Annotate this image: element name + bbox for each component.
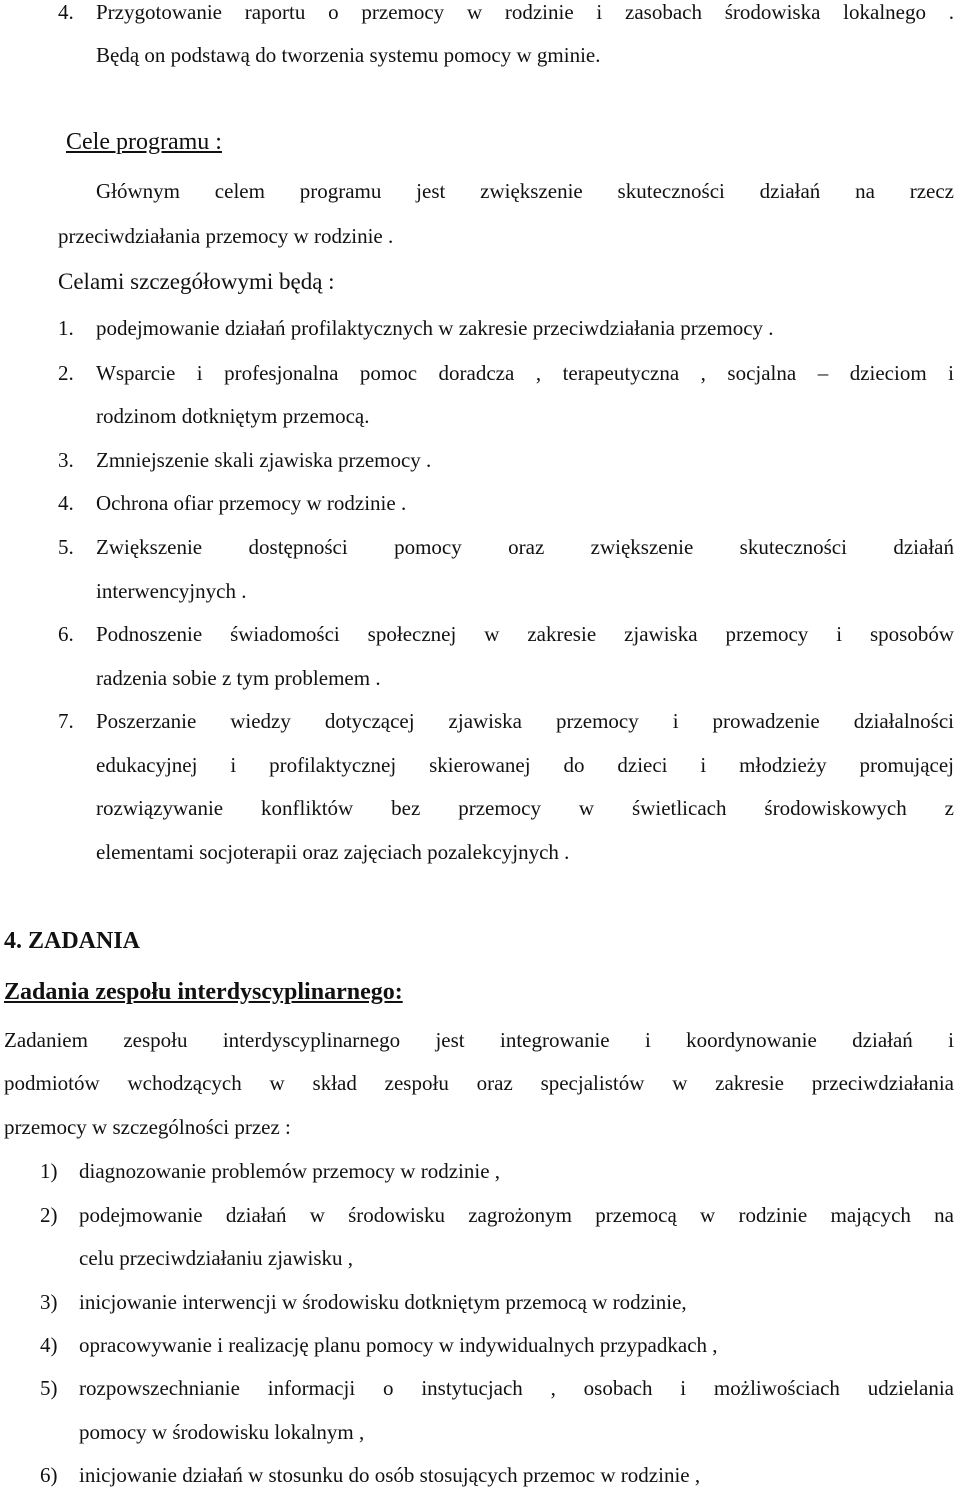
list-number: 4. xyxy=(58,491,74,515)
list-item: interwencyjnych . xyxy=(96,579,247,603)
section-subtitle: Zadania zespołu interdyscyplinarnego: xyxy=(4,979,403,1005)
list-number: 6. xyxy=(58,622,74,646)
paragraph-line: podmiotów wchodzących w skład zespołu oraz specjalistów w zakresie przeciwdziałania xyxy=(4,1071,954,1095)
list-number: 4) xyxy=(40,1333,58,1357)
paragraph-line: przeciwdziałania przemocy w rodzinie . xyxy=(58,224,394,248)
list-number: 5. xyxy=(58,535,74,559)
list-number: 6) xyxy=(40,1463,58,1487)
list-item: Ochrona ofiar przemocy w rodzinie . xyxy=(96,491,407,515)
list-item: diagnozowanie problemów przemocy w rodzinie , xyxy=(79,1159,501,1183)
list-number: 2) xyxy=(40,1203,58,1227)
paragraph-line: Głównym celem programu jest zwiększenie skuteczności działań na rzecz xyxy=(96,179,954,203)
paragraph-line: Zadaniem zespołu interdyscyplinarnego jest integrowanie i koordynowanie działań i xyxy=(4,1028,954,1052)
paragraph-line: Przygotowanie raportu o przemocy w rodzinie i zasobach środowiska lokalnego . xyxy=(96,0,954,24)
list-number: 1) xyxy=(40,1159,58,1183)
paragraph-line: przemocy w szczególności przez : xyxy=(4,1115,291,1139)
section-title: 4. ZADANIA xyxy=(4,928,141,954)
list-number: 5) xyxy=(40,1376,58,1400)
list-number: 7. xyxy=(58,709,74,733)
list-item: Wsparcie i profesjonalna pomoc doradcza , terapeutyczna , socjalna – dzieciom i xyxy=(96,361,954,385)
list-item: Poszerzanie wiedzy dotyczącej zjawiska przemocy i prowadzenie działalności xyxy=(96,709,954,733)
list-item: celu przeciwdziałaniu zjawisku , xyxy=(79,1246,354,1270)
list-item: rodzinom dotkniętym przemocą. xyxy=(96,404,370,428)
list-item: inicjowanie działań w stosunku do osób stosujących przemoc w rodzinie , xyxy=(79,1463,701,1487)
paragraph-line: Będą on podstawą do tworzenia systemu pomocy w gminie. xyxy=(96,43,601,67)
list-item: edukacyjnej i profilaktycznej skierowanej do dzieci i młodzieży promującej xyxy=(96,753,954,777)
list-item: pomocy w środowisku lokalnym , xyxy=(79,1420,365,1444)
list-number: 2. xyxy=(58,361,74,385)
list-item: elementami socjoterapii oraz zajęciach pozalekcyjnych . xyxy=(96,840,570,864)
list-number: 3. xyxy=(58,448,74,472)
list-item: rozpowszechnianie informacji o instytucjach , osobach i możliwościach udzielania xyxy=(79,1376,954,1400)
list-item: opracowywanie i realizację planu pomocy w indywidualnych przypadkach , xyxy=(79,1333,718,1357)
list-item: podejmowanie działań w środowisku zagrożonym przemocą w rodzinie mających na xyxy=(79,1203,954,1227)
goals-heading: Cele programu : xyxy=(66,129,222,155)
list-item: Zwiększenie dostępności pomocy oraz zwiększenie skuteczności działań xyxy=(96,535,954,559)
list-item: rozwiązywanie konfliktów bez przemocy w świetlicach środowiskowych z xyxy=(96,796,954,820)
list-item: podejmowanie działań profilaktycznych w zakresie przeciwdziałania przemocy . xyxy=(96,316,774,340)
list-number: 3) xyxy=(40,1290,58,1314)
specific-goals-heading: Celami szczegółowymi będą : xyxy=(58,269,335,294)
list-item: radzenia sobie z tym problemem . xyxy=(96,666,381,690)
list-item: Zmniejszenie skali zjawiska przemocy . xyxy=(96,448,432,472)
list-item: Podnoszenie świadomości społecznej w zakresie zjawiska przemocy i sposobów xyxy=(96,622,954,646)
list-item: inicjowanie interwencji w środowisku dotkniętym przemocą w rodzinie, xyxy=(79,1290,687,1314)
list-number: 1. xyxy=(58,316,74,340)
list-number: 4. xyxy=(58,0,74,24)
